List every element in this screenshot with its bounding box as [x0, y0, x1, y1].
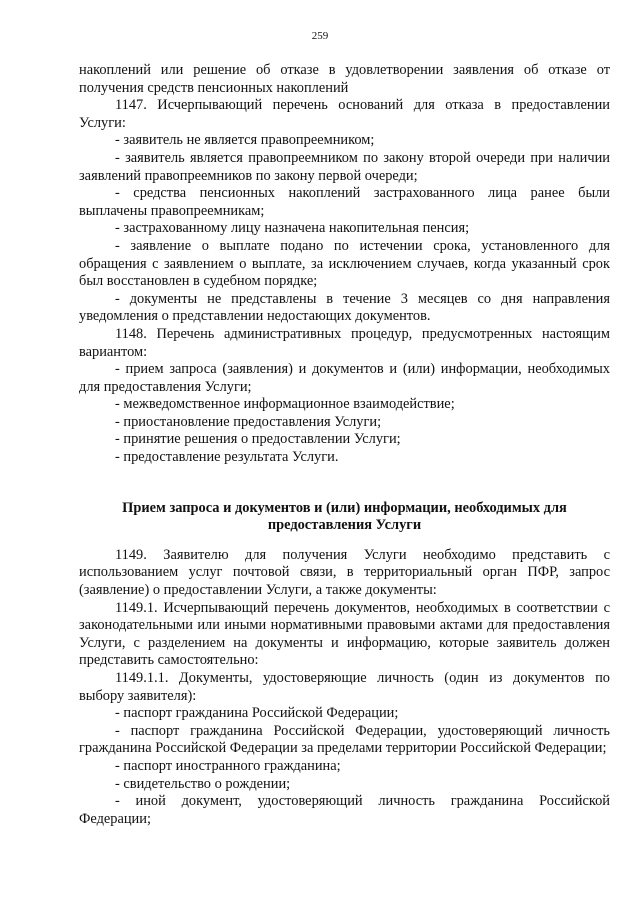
section-heading-line2: предоставления Услуги [267, 517, 422, 534]
paragraph: - заявитель не является правопреемником; [115, 132, 375, 149]
paragraph: накоплений или решение об отказе в удовлетворении заявления об отказе от получения средств пенсионных накоплений [79, 62, 610, 96]
paragraph: - иной документ, удостоверяющий личность гражданина Российской Федерации; [79, 793, 610, 827]
paragraph: 1147. Исчерпывающий перечень оснований для отказа в предоставлении Услуги: [79, 97, 610, 131]
paragraph: - принятие решения о предоставлении Услуги; [115, 431, 401, 448]
paragraph: - паспорт иностранного гражданина; [115, 757, 341, 774]
paragraph: - документы не представлены в течение 3 месяцев со дня направления уведомления о представлении недостающих документов. [79, 290, 610, 325]
paragraph: - межведомственное информационное взаимодействие; [115, 396, 455, 413]
paragraph: - паспорт гражданина Российской Федерации; [115, 705, 399, 722]
paragraph: 1149.1. Исчерпывающий перечень документов, необходимых в соответствии с законодательными или иными нормативными правовыми актами для предоставления Услуги, с разделением на документы и информацию, которые заявитель должен представить самостоятельно: [79, 599, 610, 669]
paragraph: 1148. Перечень административных процедур, предусмотренных настоящим вариантом: [79, 325, 610, 360]
paragraph: - заявитель является правопреемником по закону второй очереди при наличии заявлений правопреемников по закону первой очереди; [79, 149, 610, 184]
paragraph: 1149. Заявителю для получения Услуги необходимо представить с использованием услуг почтовой связи, в территориальный орган ПФР, запрос (заявление) о предоставлении Услуги, а также документы: [79, 546, 610, 599]
paragraph: - предоставление результата Услуги. [115, 449, 339, 466]
paragraph: - заявление о выплате подано по истечении срока, установленного для обращения с заявлением о выплате, за исключением случаев, когда указанный срок был восстановлен в судебном порядке; [79, 237, 610, 290]
top-paragraphs [79, 62, 610, 467]
section-heading [79, 500, 610, 535]
paragraph: 1149.1.1. Документы, удостоверяющие личность (один из документов по выбору заявителя): [79, 670, 610, 704]
paragraph: - средства пенсионных накоплений застрахованного лица ранее были выплачены правопреемникам; [79, 185, 610, 219]
paragraph: - паспорт гражданина Российской Федерации, удостоверяющий личность гражданина Российской Федерации за пределами территории Российской Федерации; [79, 722, 610, 757]
paragraph: - свидетельство о рождении; [115, 775, 291, 792]
paragraph: - прием запроса (заявления) и документов и (или) информации, необходимых для предоставления Услуги; [79, 361, 610, 395]
section-heading-line1: Прием запроса и документов и (или) информации, необходимых для [122, 499, 567, 516]
page-number: 259 [311, 30, 329, 42]
paragraph: - застрахованному лицу назначена накопительная пенсия; [115, 220, 470, 237]
page-content [79, 62, 610, 828]
paragraph: - приостановление предоставления Услуги; [115, 413, 382, 430]
bottom-paragraphs [79, 547, 610, 829]
